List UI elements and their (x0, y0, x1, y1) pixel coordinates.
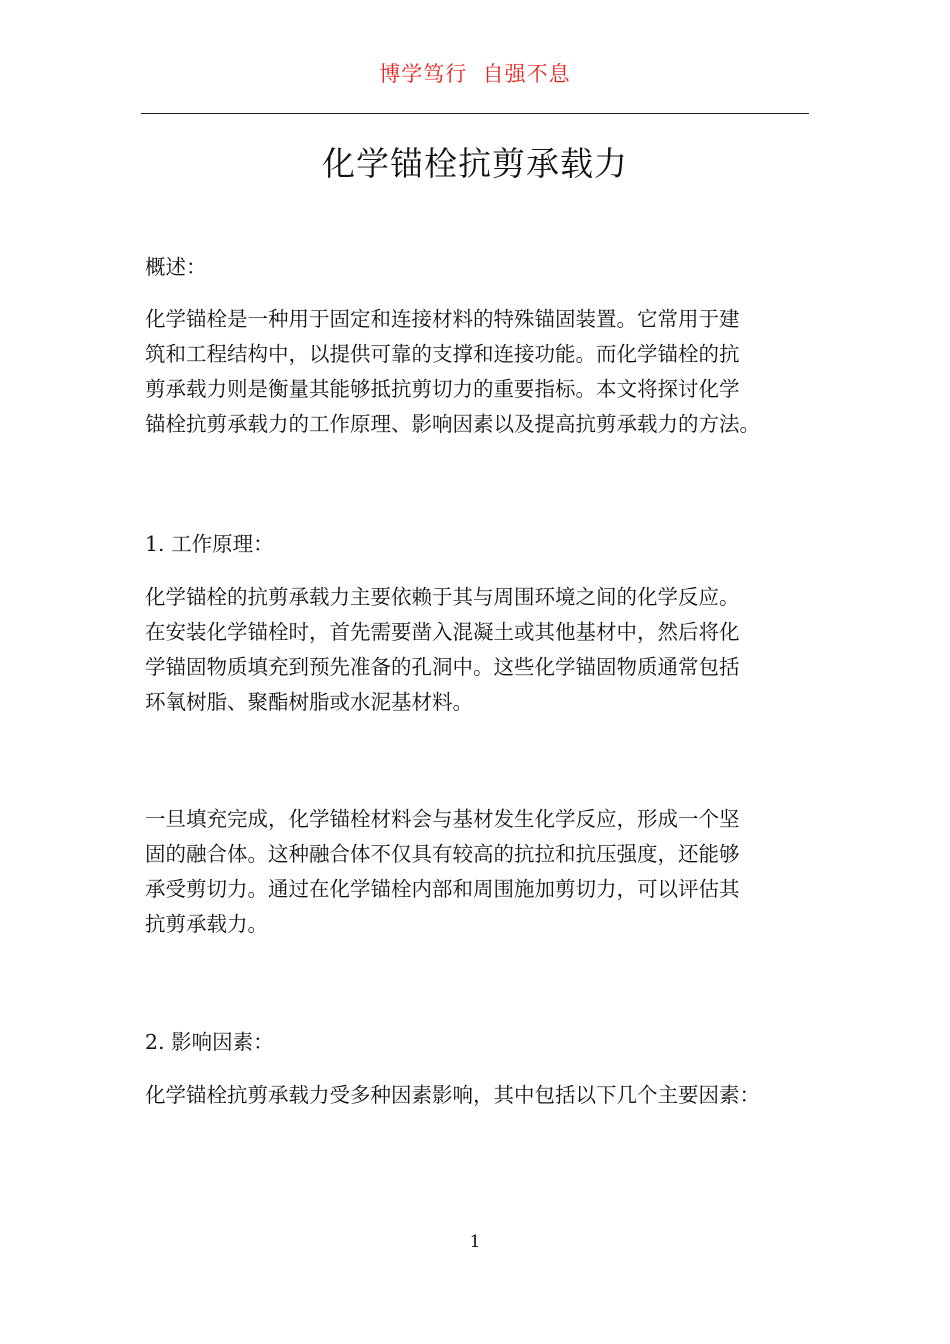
paragraph-line: 化学锚栓是一种用于固定和连接材料的特殊锚固装置。它常用于建 (145, 307, 740, 331)
paragraph-line: 固的融合体。这种融合体不仅具有较高的抗拉和抗压强度，还能够 (145, 842, 740, 866)
section1-paragraph-2 (145, 802, 825, 942)
paragraph-line: 筑和工程结构中，以提供可靠的支撑和连接功能。而化学锚栓的抗 (145, 342, 740, 366)
header-motto: 博学笃行 自强不息 (379, 62, 571, 86)
paragraph-line: 锚栓抗剪承载力的工作原理、影响因素以及提高抗剪承载力的方法。 (145, 412, 760, 436)
overview-heading-text: 概述： (145, 255, 207, 279)
overview-heading (145, 250, 825, 285)
paragraph-line: 化学锚栓抗剪承载力受多种因素影响，其中包括以下几个主要因素： (145, 1083, 760, 1107)
paragraph-line: 学锚固物质填充到预先准备的孔洞中。这些化学锚固物质通常包括 (145, 655, 740, 679)
paragraph-line: 剪承载力则是衡量其能够抵抗剪切力的重要指标。本文将探讨化学 (145, 377, 740, 401)
paragraph-line: 一旦填充完成，化学锚栓材料会与基材发生化学反应，形成一个坚 (145, 807, 740, 831)
paragraph-line: 承受剪切力。通过在化学锚栓内部和周围施加剪切力，可以评估其 (145, 877, 740, 901)
paragraph-line: 在安装化学锚栓时，首先需要凿入混凝土或其他基材中，然后将化 (145, 620, 740, 644)
document-title: 化学锚栓抗剪承载力 (322, 144, 628, 183)
paragraph-line: 环氧树脂、聚酯树脂或水泥基材料。 (145, 690, 473, 714)
header-divider (141, 113, 809, 114)
section2-heading (145, 1025, 825, 1060)
paragraph-line: 化学锚栓的抗剪承载力主要依赖于其与周围环境之间的化学反应。 (145, 585, 740, 609)
paragraph-line: 抗剪承载力。 (145, 912, 268, 936)
section2-heading-text: 2. 影响因素： (145, 1030, 274, 1054)
section2-paragraph-1 (145, 1078, 825, 1113)
section1-paragraph-1 (145, 580, 825, 720)
page-number: 1 (469, 1232, 481, 1252)
overview-paragraph (145, 302, 825, 442)
section1-heading (145, 527, 825, 562)
section1-heading-text: 1. 工作原理： (145, 532, 274, 556)
